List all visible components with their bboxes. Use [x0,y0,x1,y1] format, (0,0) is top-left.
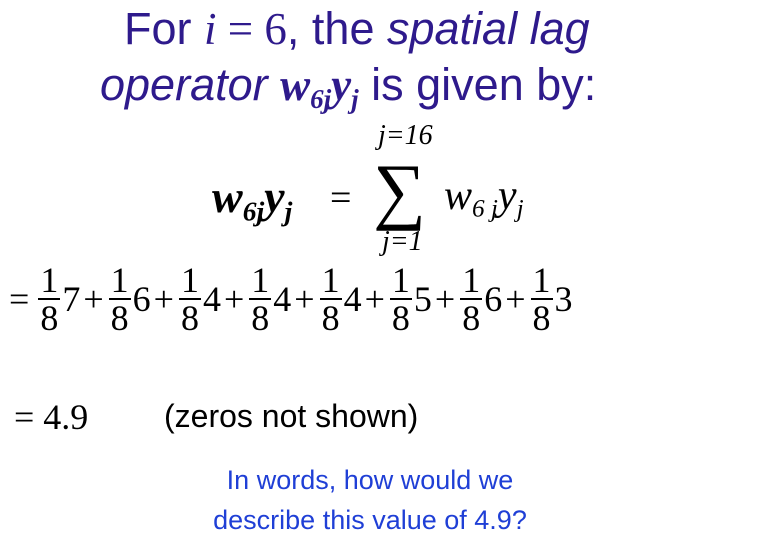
fraction-denominator: 8 [40,298,59,338]
fraction [249,262,271,336]
term-value: 4 [343,279,362,319]
fraction-numerator: 1 [251,260,270,300]
sum-symbol: ∑ [373,150,426,232]
sum-equals: = [330,177,352,219]
fraction-denominator: 8 [462,298,481,338]
fraction [460,262,482,336]
plus-sign: + [505,279,526,319]
lhs-w: $w_{6j}$ [212,171,265,227]
fraction-denominator: 8 [532,298,551,338]
term-value: 5 [413,279,432,319]
rhs-y: $y_j$ [497,173,524,223]
title-eq-6: = 6 [216,4,287,54]
fraction-denominator: 8 [110,298,129,338]
fraction [179,262,201,336]
fraction-numerator: 1 [180,260,199,300]
plus-sign: + [223,279,245,319]
slide-title-line2 [100,59,597,115]
fraction-denominator: 8 [321,298,340,338]
lhs-y: $y_j$ [264,171,293,227]
fraction [320,262,342,336]
fraction [390,262,412,336]
fraction-numerator: 1 [462,260,481,300]
term-value: 7 [62,279,81,319]
plus-sign: + [294,279,315,319]
result-note: (zeros not shown) [164,398,419,434]
term-value: 4 [202,279,221,319]
plus-sign: + [153,279,174,319]
title-given-by: is given by: [358,59,597,110]
fraction-numerator: 1 [321,260,340,300]
fraction [109,262,131,336]
fraction-numerator: 1 [391,260,410,300]
sum-lower-limit: j=1 [382,226,423,257]
slide-title-line1 [124,3,590,54]
question-line2: describe this value of 4.9? [213,505,527,535]
term-value: 3 [554,279,573,319]
expansion-equals: = [9,279,30,319]
term-value: 4 [273,279,292,319]
title-y-symbol: $y_j$ [331,60,359,115]
title-spatial-lag: spatial lag [387,3,590,54]
fraction-denominator: 8 [180,298,199,338]
title-w-symbol: $w_{6j}$ [280,60,332,115]
fraction-numerator: 1 [110,260,129,300]
fraction [38,262,60,336]
fraction [531,262,553,336]
rhs-expression [444,172,524,224]
term-value: 6 [132,279,151,319]
lhs-expression [212,170,292,227]
title-operator: operator [100,59,268,110]
result-value: = 4.9 [14,397,89,437]
title-text-the: , the [286,3,387,54]
fraction-denominator: 8 [391,298,410,338]
question-line1: In words, how would we [226,465,514,495]
plus-sign: + [434,279,456,319]
rhs-w: $w_{6 j}$ [444,173,498,223]
sum-upper-limit: j=16 [378,120,433,151]
title-text-for: For [124,3,205,54]
term-value: 6 [484,279,503,319]
expansion-row [6,262,573,336]
title-var-i: i [204,4,217,54]
fraction-denominator: 8 [251,298,270,338]
plus-sign: + [83,279,104,319]
plus-sign: + [364,279,385,319]
fraction-numerator: 1 [532,260,551,300]
fraction-numerator: 1 [40,260,59,300]
